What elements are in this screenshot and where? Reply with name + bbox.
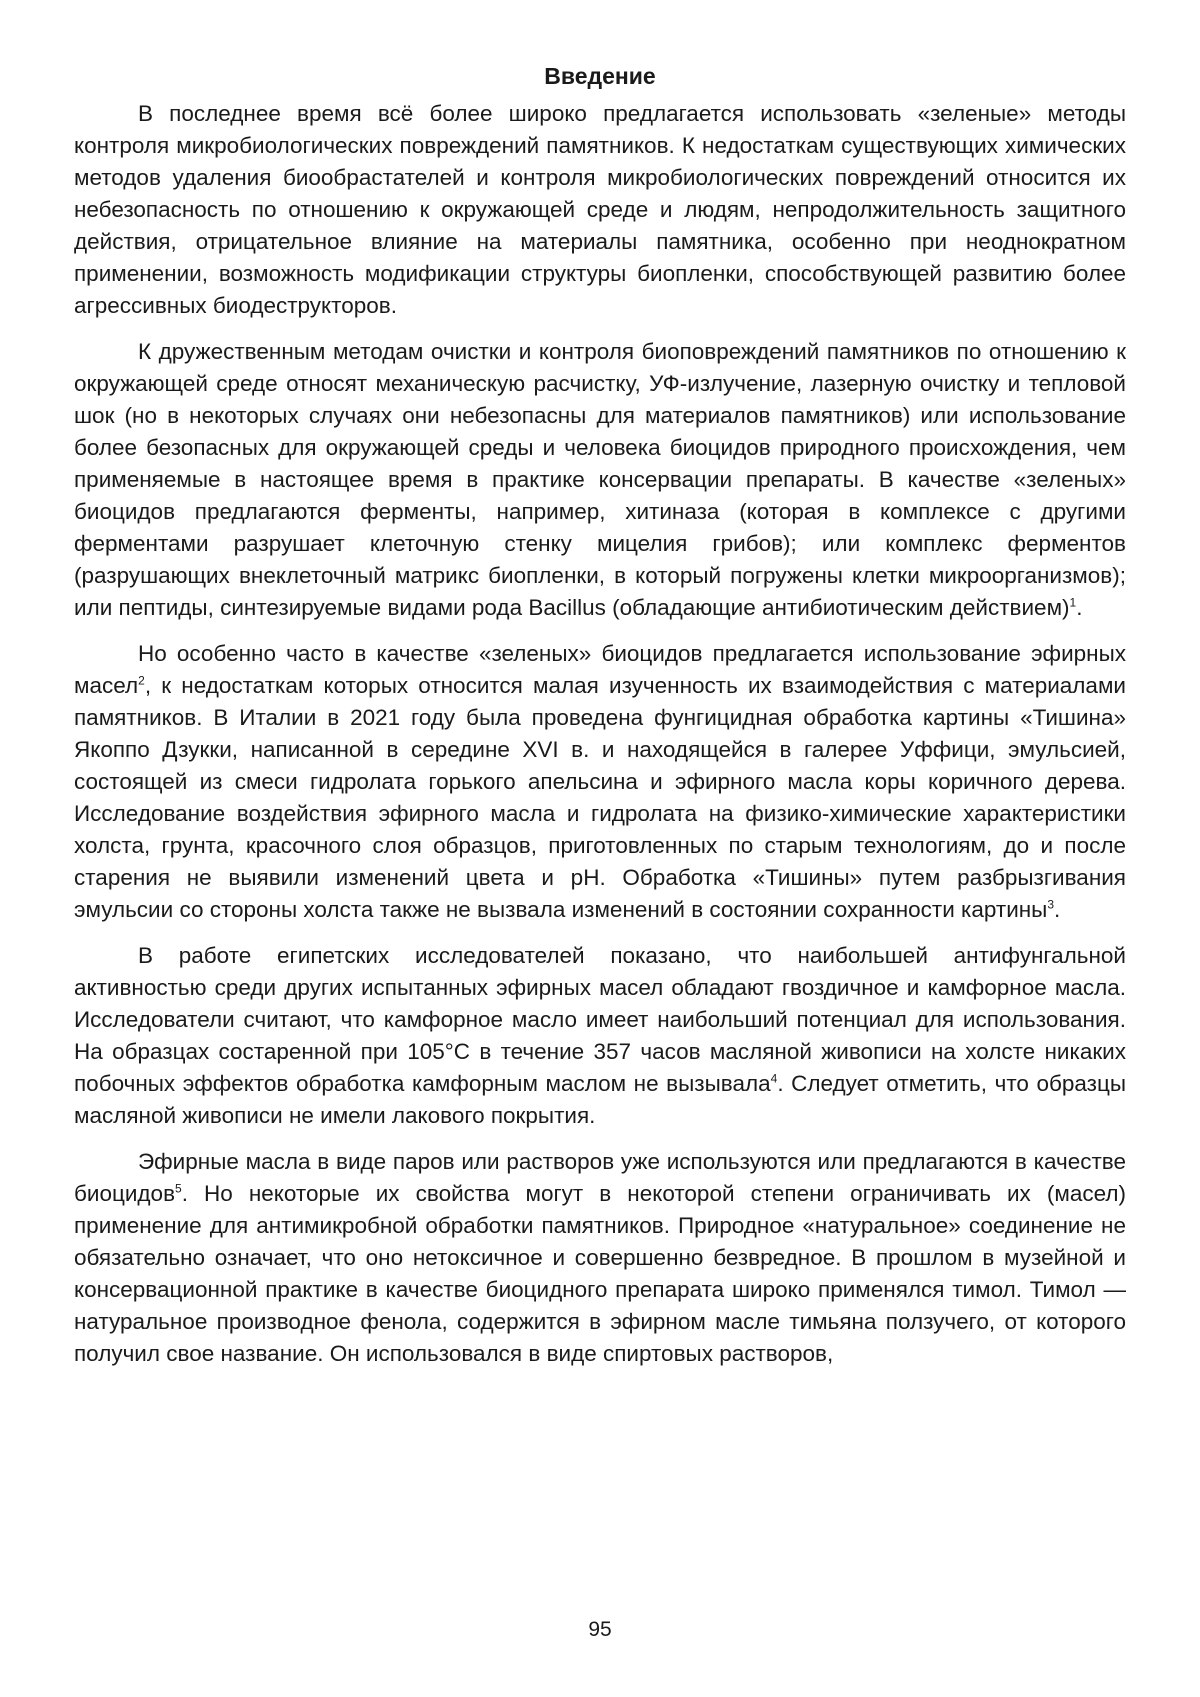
page-number: 95	[588, 1618, 612, 1641]
footnote-ref-2[interactable]: 2	[138, 673, 145, 688]
document-page	[74, 60, 1126, 1384]
paragraph-tail: .	[1076, 595, 1083, 620]
paragraph-text: В работе египетских исследователей показано, что наибольшей антифунгальной активностью среди других испытанных эфирных масел обладают гвоздичное и камфорное масла. Исследователи считают, что камфорное масло имеет наибольший потенциал для использования. На образцах состаренной при 105°С в течение 357 часов масляной живописи на холсте никаких побочных эффектов обработка камфорным маслом не вызывала	[74, 943, 1126, 1096]
paragraph-3	[74, 638, 1126, 926]
paragraph-4	[74, 940, 1126, 1132]
paragraph-2	[74, 336, 1126, 624]
paragraph-text: Эфирные масла в виде паров или растворов уже используются или предлагаются в качестве биоцидов	[74, 1149, 1126, 1206]
paragraph-text: К дружественным методам очистки и контроля биоповреждений памятников по отношению к окружающей среде относят механическую расчистку, УФ-излучение, лазерную очистку и тепловой шок (но в некоторых случаях они небезопасны для материалов памятников) или использование более безопасных для окружающей среды и человека биоцидов природного происхождения, чем применяемые в настоящее время в практике консервации препараты. В качестве «зеленых» биоцидов предлагаются ферменты, например, хитиназа (которая в комплексе с другими ферментами разрушает клеточную стенку мицелия грибов); или комплекс ферментов (разрушающих внеклеточный матрикс биопленки, в который погружены клетки микроорганизмов); или пептиды, синтезируемые видами рода Bacillus (обладающие антибиотическим действием)	[74, 339, 1126, 620]
footnote-ref-3[interactable]: 3	[1047, 897, 1055, 912]
paragraph-tail-2: .	[1054, 897, 1061, 922]
paragraph-tail: . Следует отметить, что образцы масляной живописи не имели лакового покрытия.	[74, 1071, 1126, 1128]
footnote-ref-1[interactable]: 1	[1069, 595, 1077, 610]
paragraph-tail: . Но некоторые их свойства могут в некоторой степени ограничивать их (масел) применение для антимикробной обработки памятников. Природное «натуральное» соединение не обязательно означает, что оно нетоксичное и совершенно безвредное. В прошлом в музейной и консервационной практике в качестве биоцидного препарата широко применялся тимол. Тимол — натуральное производное фенола, содержится в эфирном масле тимьяна ползучего, от которого получил свое название. Он использовался в виде спиртовых растворов,	[74, 1181, 1126, 1366]
paragraph-text: В последнее время всё более широко предлагается использовать «зеленые» методы контроля микробиологических повреждений памятников. К недостаткам существующих химических методов удаления биообрастателей и контроля микробиологических повреждений относится их небезопасность по отношению к окружающей среде и людям, непродолжительность защитного действия, отрицательное влияние на материалы памятника, особенно при неоднократном применении, возможность модификации структуры биопленки, способствующей развитию более агрессивных биодеструкторов.	[74, 101, 1126, 318]
paragraph-5	[74, 1146, 1126, 1370]
section-heading: Введение	[544, 63, 656, 89]
footnote-ref-5[interactable]: 5	[175, 1181, 182, 1196]
footnote-ref-4[interactable]: 4	[770, 1071, 778, 1086]
paragraph-tail: , к недостаткам которых относится малая изученность их взаимодействия с материалами памятников. В Италии в 2021 году была проведена фунгицидная обработка картины «Тишина» Якоппо Дзукки, написанной в середине XVI в. и находящейся в галерее Уффици, эмульсией, состоящей из смеси гидролата горького апельсина и эфирного масла коры коричного дерева. Исследование воздействия эфирного масла и гидролата на физико-химические характеристики холста, грунта, красочного слоя образцов, приготовленных по старым технологиям, до и после старения не выявили изменений цвета и pH. Обработка «Тишины» путем разбрызгивания эмульсии со стороны холста также не вызвала изменений в состоянии сохранности картины	[74, 673, 1126, 922]
paragraph-1	[74, 98, 1126, 322]
paragraph-text: Но особенно часто в качестве «зеленых» биоцидов предлагается использование эфирных масел	[74, 641, 1126, 698]
